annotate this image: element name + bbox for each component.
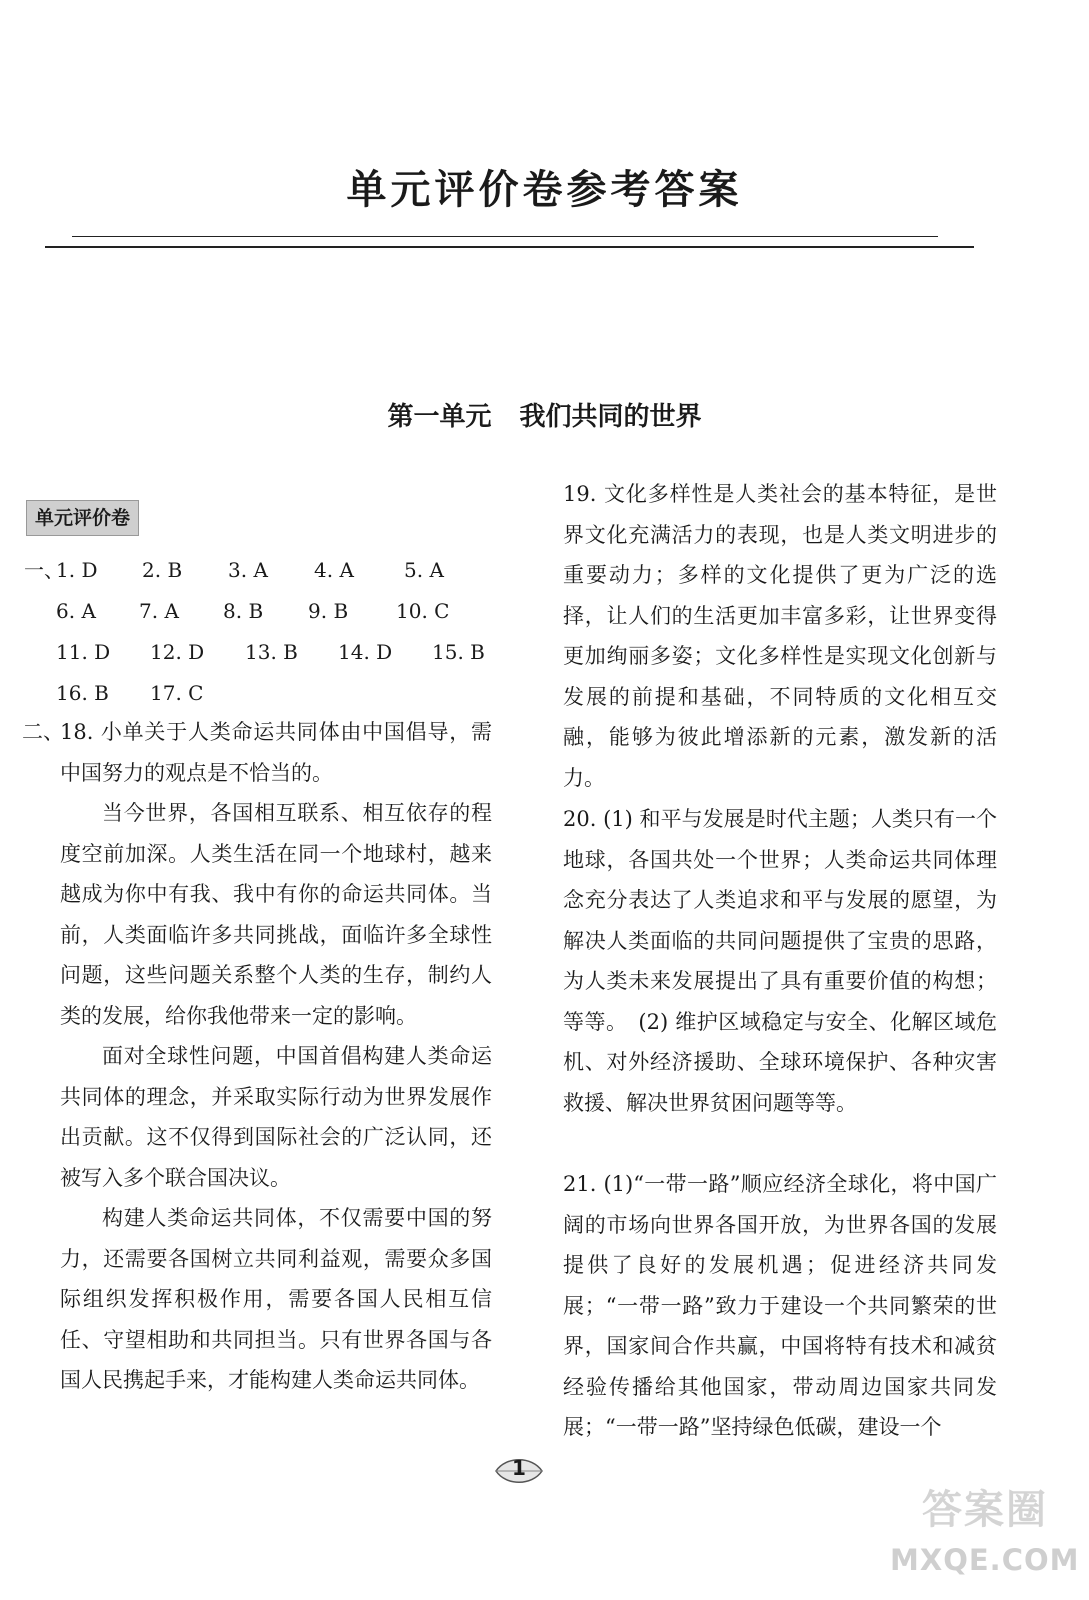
mc-answer: 8. B — [223, 599, 264, 623]
mc-answer: 9. B — [308, 599, 349, 623]
part2-label: 二、 — [22, 720, 64, 744]
mc-answer: 2. B — [142, 558, 183, 582]
mc-answer: 16. B — [56, 681, 109, 705]
mc-answer: 10. C — [396, 599, 450, 623]
q18-paragraph-3: 构建人类命运共同体，不仅需要中国的努力，还需要各国树立共同利益观，需要众多国际组织发挥积极作用，需要各国人民相互信任、守望相助和共同担当。只有世界各国与各国人民携起手来，才能构建人类命运共同体。 — [60, 1206, 492, 1392]
mc-part-label: 一、 — [24, 558, 64, 582]
title-divider-thin — [72, 236, 938, 237]
unit-title — [0, 396, 1089, 433]
q20-answer: 20. (1) 和平与发展是时代主题；人类只有一个地球，各国共处一个世界；人类命运共同体理念充分表达了人类追求和平与发展的愿望，为解决人类面临的共同问题提供了宝贵的思路，为人类未来发展提出了具有重要价值的构想；等等。 (2) 维护区域稳定与安全、化解区域危机、对外经济援助、全球环境保护、各种灾害救援、解决世界贫困问题等等。 — [563, 807, 997, 1115]
mc-answer: 17. C — [150, 681, 204, 705]
mc-answer: 12. D — [150, 640, 205, 664]
unit-name: 我们共同的世界 — [519, 402, 702, 432]
q19-answer: 19. 文化多样性是人类社会的基本特征，是世界文化充满活力的表现，也是人类文明进步的重要动力；多样的文化提供了更为广泛的选择，让人们的生活更加丰富多彩，让世界变得更加绚丽多姿；文化多样性是实现文化创新与发展的前提和基础，不同特质的文化相互交融，能够为彼此增添新的元素，激发新的活力。 — [563, 482, 997, 790]
page-title: 单元评价卷参考答案 — [346, 167, 743, 213]
mc-answer: 5. A — [404, 558, 444, 582]
unit-number: 第一单元 — [387, 402, 492, 432]
mc-answer: 1. D — [56, 558, 98, 582]
mc-answer: 7. A — [139, 599, 179, 623]
page-number-badge — [492, 1454, 546, 1488]
watermark-logo: 答案圈 — [922, 1487, 1048, 1533]
mc-answer: 11. D — [56, 640, 111, 664]
section-tag: 单元评价卷 — [26, 500, 139, 536]
page-number: 1 — [512, 1456, 526, 1480]
mc-answer: 15. B — [432, 640, 485, 664]
mc-answer: 13. B — [245, 640, 298, 664]
watermark-url: MXQE.COM — [890, 1543, 1080, 1577]
q18-paragraph-1: 当今世界，各国相互联系、相互依存的程度空前加深。人类生活在同一个地球村，越来越成为你中有我、我中有你的命运共同体。当前，人类面临许多共同挑战，面临许多全球性问题，这些问题关系整个人类的生存，制约人类的发展，给你我他带来一定的影响。 — [60, 801, 492, 1028]
q18-paragraph-2: 面对全球性问题，中国首倡构建人类命运共同体的理念，并采取实际行动为世界发展作出贡献。这不仅得到国际社会的广泛认同，还被写入多个联合国决议。 — [60, 1044, 492, 1190]
mc-answer: 3. A — [228, 558, 268, 582]
mc-answer: 6. A — [56, 599, 96, 623]
mc-answer: 14. D — [338, 640, 393, 664]
q21-answer: 21. (1)“一带一路”顺应经济全球化，将中国广阔的市场向世界各国开放，为世界各国的发展提供了良好的发展机遇；促进经济共同发展；“一带一路”致力于建设一个共同繁荣的世界，国家间合作共赢，中国将特有技术和减贫经验传播给其他国家，带动周边国家共同发展；“一带一路”坚持绿色低碳，建设一个 — [563, 1172, 997, 1439]
title-divider-thick — [45, 246, 974, 248]
mc-answer: 4. A — [314, 558, 354, 582]
q18-intro: 二、 18. 小单关于人类命运共同体由中国倡导，需中国努力的观点是不恰当的。 — [60, 712, 492, 793]
